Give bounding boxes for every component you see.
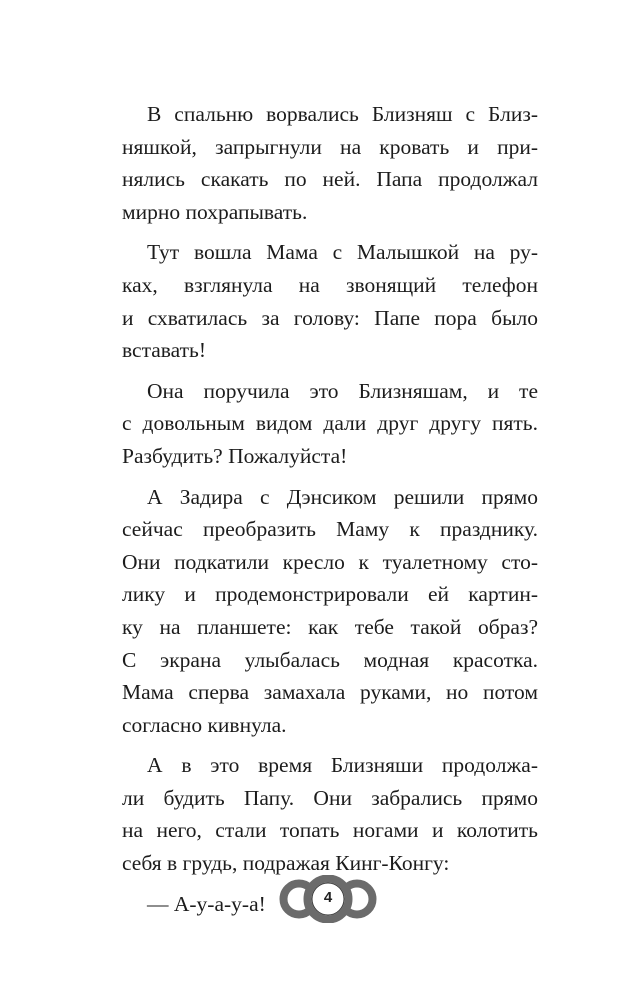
- paragraph-1: [122, 98, 538, 228]
- paragraph-4: [122, 481, 538, 742]
- text-line: Она поручила это Близняшам, и те: [147, 378, 538, 403]
- text-line: нялись скакать по ней. Папа продолжал: [122, 167, 538, 192]
- text-line: сейчас преобразить Маму к празднику.: [122, 517, 538, 542]
- text-line: В спальню ворвались Близняш с Близ-: [147, 102, 538, 126]
- text-line: Тут вошла Мама с Малышкой на ру-: [147, 240, 538, 265]
- paragraph-3: [122, 375, 538, 473]
- text-line: ках, взглянула на звонящий телефон: [122, 272, 538, 297]
- text-line: — А-у-а-у-а!: [147, 891, 266, 916]
- text-line: А Задира с Дэнсиком решили прямо: [147, 484, 538, 509]
- body-text: [122, 98, 538, 920]
- text-line: вставать!: [122, 338, 206, 363]
- page-number-badge: [279, 875, 377, 923]
- paragraph-2: [122, 236, 538, 366]
- text-line: Они подкатили кресло к туалетному сто-: [122, 549, 538, 574]
- text-line: ку на планшете: как тебе такой образ?: [122, 614, 538, 639]
- text-line: Мама сперва замахала руками, но потом: [122, 680, 538, 705]
- text-line: Разбудить? Пожалуйста!: [122, 443, 348, 468]
- page-number: 4: [323, 889, 333, 906]
- text-line: себя в грудь, подражая Кинг-Конгу:: [122, 851, 450, 876]
- text-line: лику и продемонстрировали ей картин-: [122, 582, 538, 607]
- text-line: на него, стали топать ногами и колотить: [122, 818, 538, 843]
- text-line: А в это время Близняши продолжа-: [147, 753, 538, 778]
- text-line: ли будить Папу. Они забрались прямо: [122, 785, 538, 810]
- text-line: с довольным видом дали друг другу пять.: [122, 411, 538, 436]
- paragraph-5: [122, 749, 538, 879]
- text-line: согласно кивнула.: [122, 712, 287, 737]
- text-line: мирно похрапывать.: [122, 199, 308, 224]
- text-line: С экрана улыбалась модная красотка.: [122, 647, 538, 672]
- text-line: няшкой, запрыгнули на кровать и при-: [122, 134, 538, 159]
- text-line: и схватилась за голову: Папе пора было: [122, 305, 538, 330]
